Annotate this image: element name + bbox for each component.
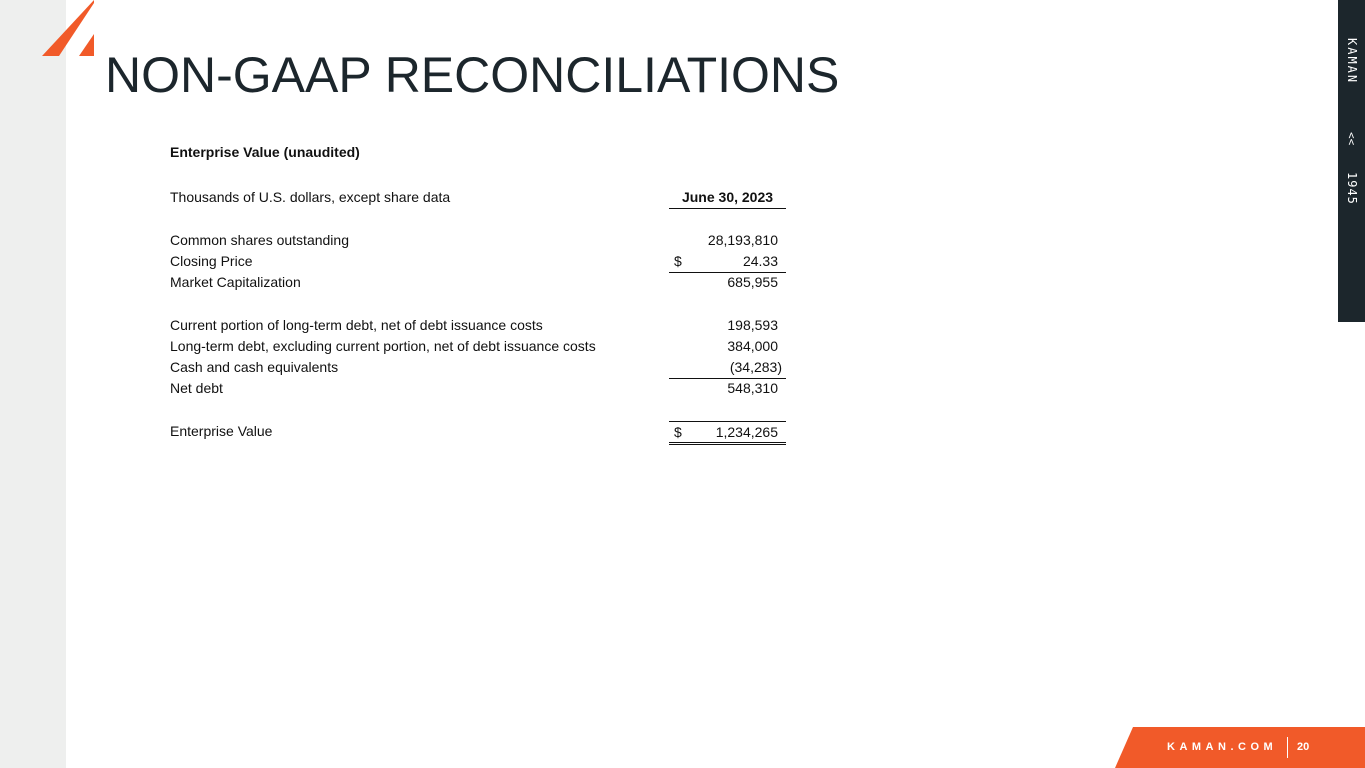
kaman-logo-mark: [42, 0, 96, 56]
footer-divider: [1287, 737, 1288, 758]
table-row: [170, 230, 790, 251]
currency-symbol: $: [674, 424, 682, 440]
row-value-cell: [669, 378, 786, 399]
column-header: June 30, 2023: [669, 187, 786, 209]
row-label: Long-term debt, excluding current portion, net of debt issuance costs: [170, 338, 596, 354]
table-row-total: [170, 421, 790, 442]
row-value-cell: [669, 272, 786, 293]
row-label: Common shares outstanding: [170, 232, 349, 248]
page-number: 20: [1297, 741, 1310, 753]
row-value: 685,955: [727, 274, 778, 290]
row-value-cell: [669, 357, 786, 379]
row-value-cell: [669, 251, 786, 273]
side-brand-tab: [1338, 0, 1365, 322]
footer-band: [1115, 727, 1365, 768]
row-value: 24.33: [742, 253, 778, 269]
row-value: (34,283): [729, 359, 782, 375]
table-row: [170, 272, 790, 293]
row-label: Cash and cash equivalents: [170, 359, 339, 375]
side-year-text: 1945: [1345, 172, 1359, 205]
row-value: 28,193,810: [707, 232, 778, 248]
table-row: [170, 357, 790, 378]
row-value: 548,310: [727, 380, 778, 396]
currency-symbol: $: [674, 253, 682, 269]
row-value: 198,593: [727, 317, 778, 333]
row-value-cell: [669, 230, 786, 251]
table-heading: Enterprise Value (unaudited): [170, 144, 360, 160]
row-label: Current portion of long-term debt, net of debt issuance costs: [170, 317, 543, 333]
page-title: NON-GAAP RECONCILIATIONS: [105, 47, 840, 103]
table-row: [170, 315, 790, 336]
left-margin-strip: [0, 0, 66, 768]
side-brand-text: KAMAN: [1345, 38, 1359, 85]
footer-site-link[interactable]: KAMAN.COM: [1167, 741, 1278, 753]
units-label: Thousands of U.S. dollars, except share data: [170, 189, 451, 205]
row-label: Closing Price: [170, 253, 253, 269]
row-label: Net debt: [170, 380, 223, 396]
row-label: Enterprise Value: [170, 423, 273, 439]
row-value: 1,234,265: [715, 424, 778, 440]
table-header-row: [170, 187, 790, 208]
chevron-icon: <<: [1345, 132, 1358, 146]
table-row: [170, 251, 790, 272]
row-value-cell: [669, 421, 786, 445]
table-row: [170, 336, 790, 357]
row-value-cell: [669, 336, 786, 357]
row-value-cell: [669, 315, 786, 336]
table-row: [170, 378, 790, 399]
row-value: 384,000: [727, 338, 778, 354]
row-label: Market Capitalization: [170, 274, 301, 290]
